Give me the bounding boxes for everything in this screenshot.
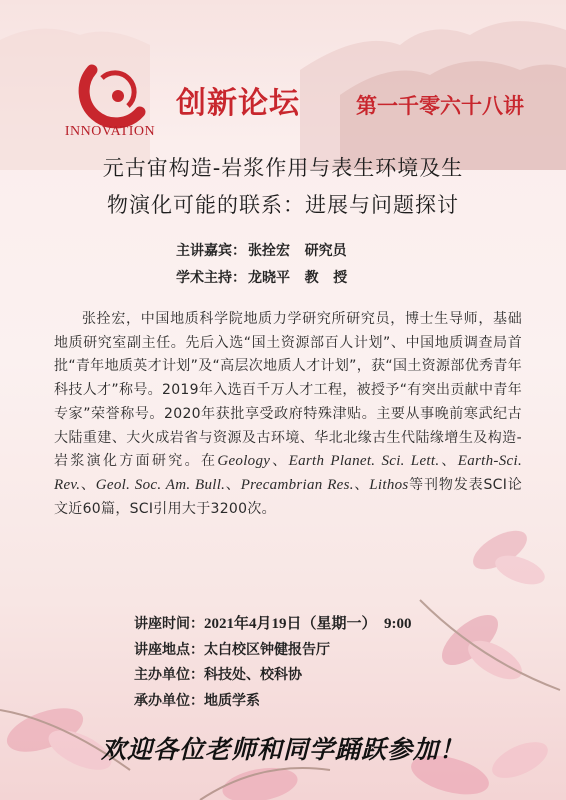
journal-esr: Earth-Sci. Rev.	[54, 453, 523, 493]
bio-text-1: 张拴宏，中国地质科学院地质力学研究所研究员，博士生导师，基础地质研究室副主任。先后入选“国土资源部百人计划”、中国地质调查局首批“青年地质英才计划”及“高层次地质人才计划”，获“国土资源部优秀青年科技人才”称号。2019年入选百千万人才工程，被授予“有突出贡献中青年专家”荣誉称号。2020年获批享受政府特殊津贴。主要从事晚前寒武纪古大陆重建、大火成岩省与资源及古环境、华北北缘古生代陆缘增生及构造-岩浆演化方面研究。在	[54, 311, 522, 470]
undertaker-row	[134, 689, 412, 715]
journal-lithos: Lithos	[369, 476, 409, 493]
lecture-info	[134, 612, 412, 714]
lecture-number: 第一千零六十八讲	[356, 94, 524, 118]
place-value: 太白校区钟健报告厅	[204, 641, 330, 658]
undertaker-value: 地质学系	[204, 692, 260, 709]
organizer-row	[134, 663, 412, 689]
time-label: 讲座时间：	[134, 616, 204, 632]
place-label: 讲座地点：	[134, 641, 204, 658]
welcome-message: 欢迎各位老师和同学踊跃参加！	[100, 735, 465, 764]
organizer-label: 主办单位：	[134, 667, 204, 683]
bio-separator: 、	[270, 453, 289, 470]
time-row	[134, 612, 412, 638]
organizer-value: 科技处、校科协	[204, 667, 302, 683]
forum-name: 创新论坛	[176, 86, 300, 121]
logo-text: INNOVATION	[64, 124, 156, 139]
lecture-title	[40, 150, 526, 224]
place-row	[134, 638, 412, 664]
speaker-bio	[54, 308, 522, 521]
bio-text-2: 等刊物发表SCI论文近60篇，SCI引用大于3200次。	[54, 476, 522, 517]
host-block	[176, 238, 347, 292]
journal-precambrian: Precambrian Res.	[240, 476, 354, 493]
moderator-label: 学术主持：	[176, 270, 246, 286]
title-line-1: 元古宙构造-岩浆作用与表生环境及生	[102, 156, 464, 180]
bio-separator: 、	[80, 476, 96, 493]
moderator-row	[176, 265, 347, 292]
speaker-label: 主讲嘉宾：	[176, 243, 246, 259]
bio-separator: 、	[439, 453, 458, 470]
speaker-value: 张拴宏 研究员	[248, 243, 347, 259]
bio-separator: 、	[353, 476, 370, 493]
journal-gsab: Geol. Soc. Am. Bull.	[95, 476, 226, 493]
journal-geology: Geology	[217, 453, 271, 470]
journal-epsl: Earth Planet. Sci. Lett.	[288, 453, 440, 470]
bio-separator: 、	[225, 476, 241, 493]
moderator-value: 龙晓平 教 授	[248, 270, 348, 286]
speaker-row	[176, 238, 347, 265]
undertaker-label: 承办单位：	[134, 692, 204, 709]
title-line-2: 物演化可能的联系：进展与问题探讨	[107, 193, 459, 217]
time-value: 2021年4月19日（星期一） 9:00	[204, 616, 412, 632]
